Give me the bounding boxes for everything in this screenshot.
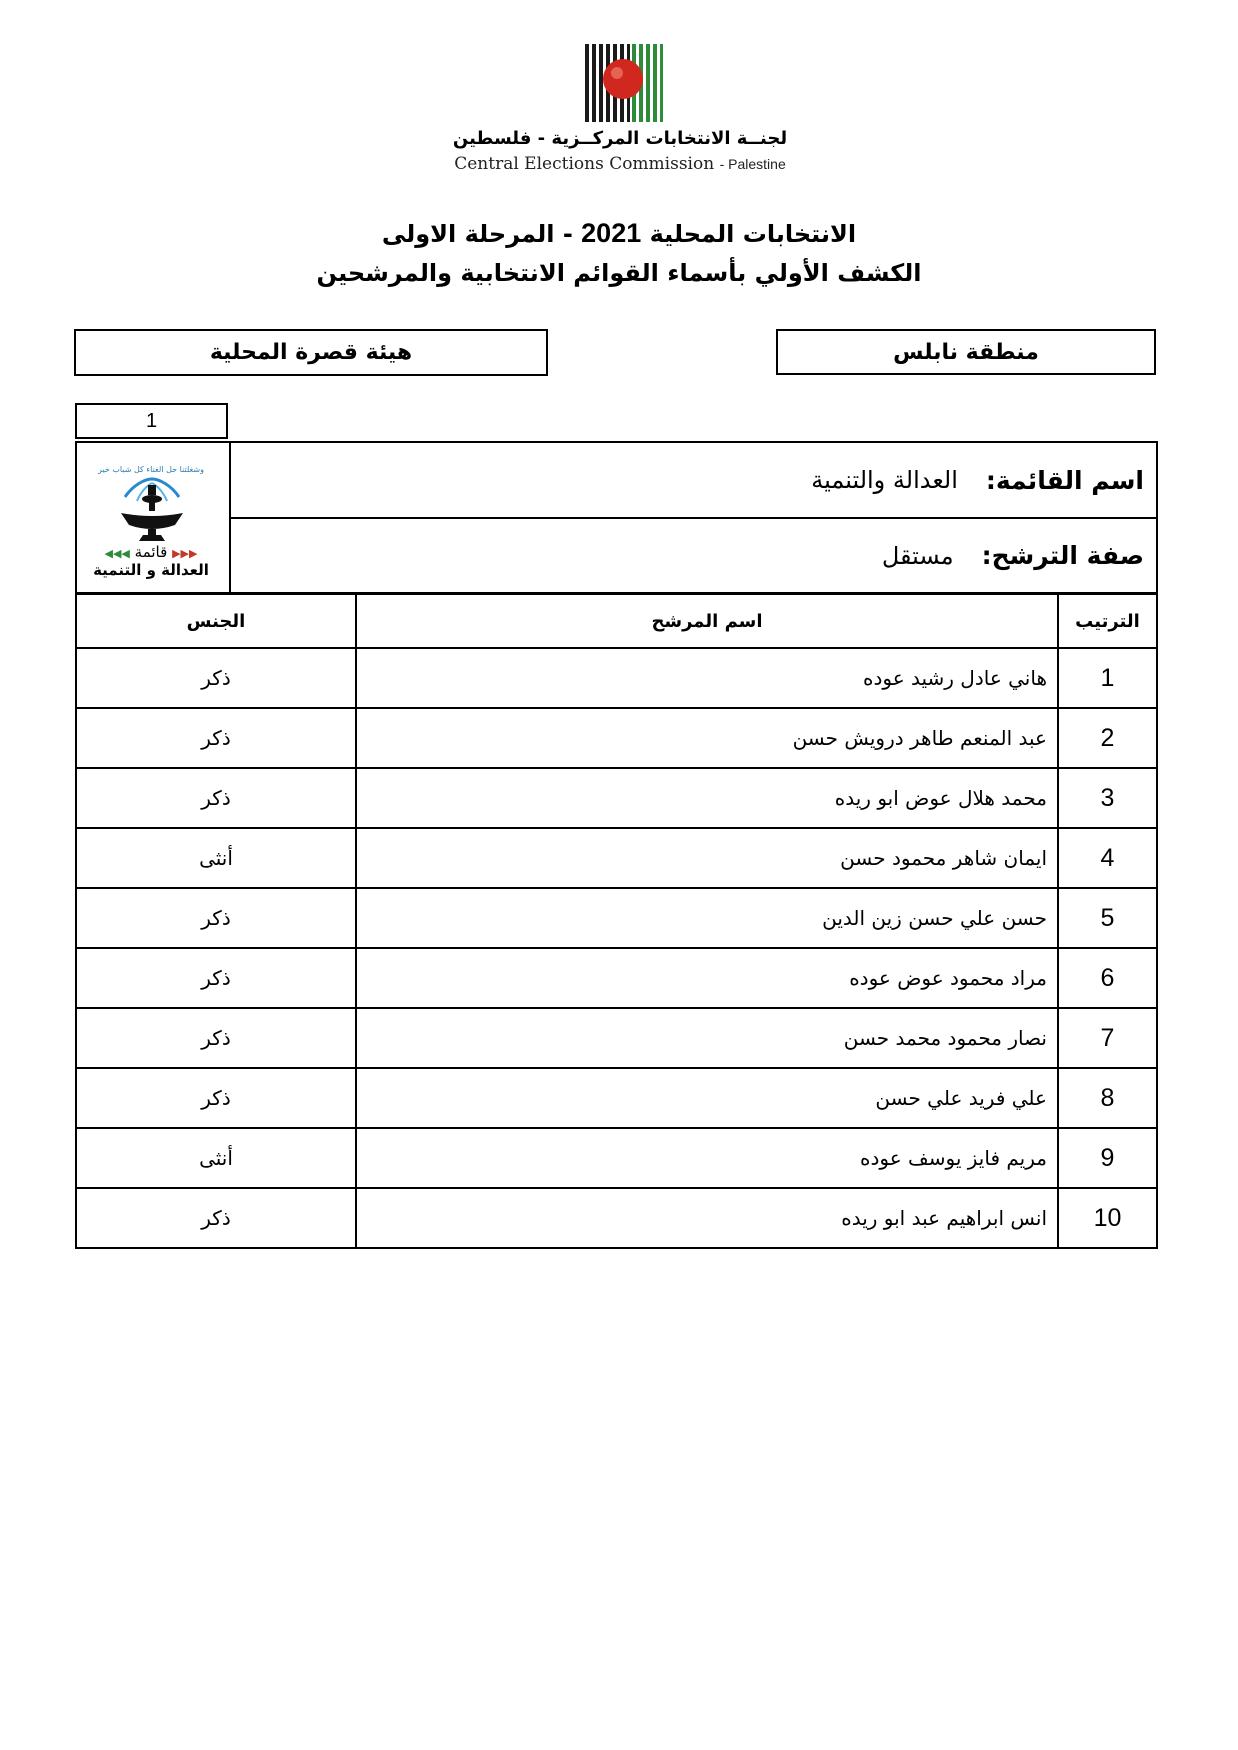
org-name-en-main: Central Elections Commission	[454, 154, 715, 174]
cell-gender: ذكر	[76, 648, 356, 708]
list-slogan: وشغلتنا حل الغناء كل شباب خير	[98, 465, 204, 474]
council-label: هيئة قصرة المحلية	[209, 340, 413, 365]
cell-seq: 9	[1058, 1128, 1157, 1188]
election-year: 2021	[581, 218, 642, 248]
list-logo-name: ▶▶▶ قائمة ◀◀◀	[104, 543, 198, 561]
list-name-value: العدالة والتنمية	[811, 466, 958, 494]
cell-gender: ذكر	[76, 888, 356, 948]
fountain-logo-icon	[115, 475, 189, 547]
election-title-a: الانتخابات المحلية	[649, 220, 857, 248]
org-name-ar: لجنــة الانتخابات المركــزية - فلسطين	[452, 128, 788, 149]
cell-gender: ذكر	[76, 1188, 356, 1248]
header-gender: الجنس	[76, 594, 356, 648]
list-name-label: اسم القائمة:	[985, 465, 1144, 495]
cell-name: حسن علي حسن زين الدين	[356, 888, 1058, 948]
election-title	[200, 218, 1038, 249]
list-logo-cell	[77, 443, 231, 592]
cell-seq: 10	[1058, 1188, 1157, 1248]
table-row	[76, 828, 1157, 888]
cell-gender: ذكر	[76, 948, 356, 1008]
list-logo-name-line1: قائمة	[134, 543, 168, 561]
org-name-en	[400, 154, 840, 174]
cell-seq: 7	[1058, 1008, 1157, 1068]
cell-name: محمد هلال عوض ابو ريده	[356, 768, 1058, 828]
cell-seq: 5	[1058, 888, 1157, 948]
cell-seq: 3	[1058, 768, 1157, 828]
cell-gender: ذكر	[76, 1008, 356, 1068]
cell-name: مراد محمود عوض عوده	[356, 948, 1058, 1008]
cell-name: انس ابراهيم عبد ابو ريده	[356, 1188, 1058, 1248]
cell-name: علي فريد علي حسن	[356, 1068, 1058, 1128]
candidacy-value: مستقل	[881, 541, 954, 570]
cell-seq: 1	[1058, 648, 1157, 708]
table-header-row	[76, 594, 1157, 648]
report-title: الكشف الأولي بأسماء القوائم الانتخابية والمرشحين	[316, 259, 922, 287]
cell-name: عبد المنعم طاهر درويش حسن	[356, 708, 1058, 768]
table-row	[76, 948, 1157, 1008]
cell-gender: أنثى	[76, 828, 356, 888]
header-name: اسم المرشح	[356, 594, 1058, 648]
cell-gender: ذكر	[76, 768, 356, 828]
table-row	[76, 1128, 1157, 1188]
cell-seq: 2	[1058, 708, 1157, 768]
cell-name: مريم فايز يوسف عوده	[356, 1128, 1058, 1188]
cell-gender: ذكر	[76, 708, 356, 768]
cell-seq: 6	[1058, 948, 1157, 1008]
cell-seq: 8	[1058, 1068, 1157, 1128]
org-name-en-suffix: - Palestine	[719, 156, 786, 172]
candidates-table	[75, 593, 1158, 1249]
list-number: 1	[75, 403, 228, 439]
cell-gender: ذكر	[76, 1068, 356, 1128]
table-row	[76, 1008, 1157, 1068]
cec-logo-icon	[583, 44, 663, 122]
table-row	[76, 708, 1157, 768]
cell-gender: أنثى	[76, 1128, 356, 1188]
table-row	[76, 1188, 1157, 1248]
list-name-row	[229, 443, 1156, 519]
list-logo-name-line2: العدالة و التنمية	[93, 561, 209, 579]
candidacy-label: صفة الترشح:	[981, 541, 1144, 570]
region-label: منطقة نابلس	[893, 339, 1039, 365]
election-phase: - المرحلة الاولى	[381, 220, 573, 248]
table-row	[76, 648, 1157, 708]
cell-name: ايمان شاهر محمود حسن	[356, 828, 1058, 888]
table-row	[76, 768, 1157, 828]
candidacy-row	[229, 519, 1156, 592]
table-row	[76, 888, 1157, 948]
cell-name: نصار محمود محمد حسن	[356, 1008, 1058, 1068]
table-row	[76, 1068, 1157, 1128]
header-seq: الترتيب	[1058, 594, 1157, 648]
list-info-block	[75, 441, 1158, 594]
cell-seq: 4	[1058, 828, 1157, 888]
cell-name: هاني عادل رشيد عوده	[356, 648, 1058, 708]
region-box	[776, 329, 1156, 375]
council-box	[74, 329, 548, 376]
